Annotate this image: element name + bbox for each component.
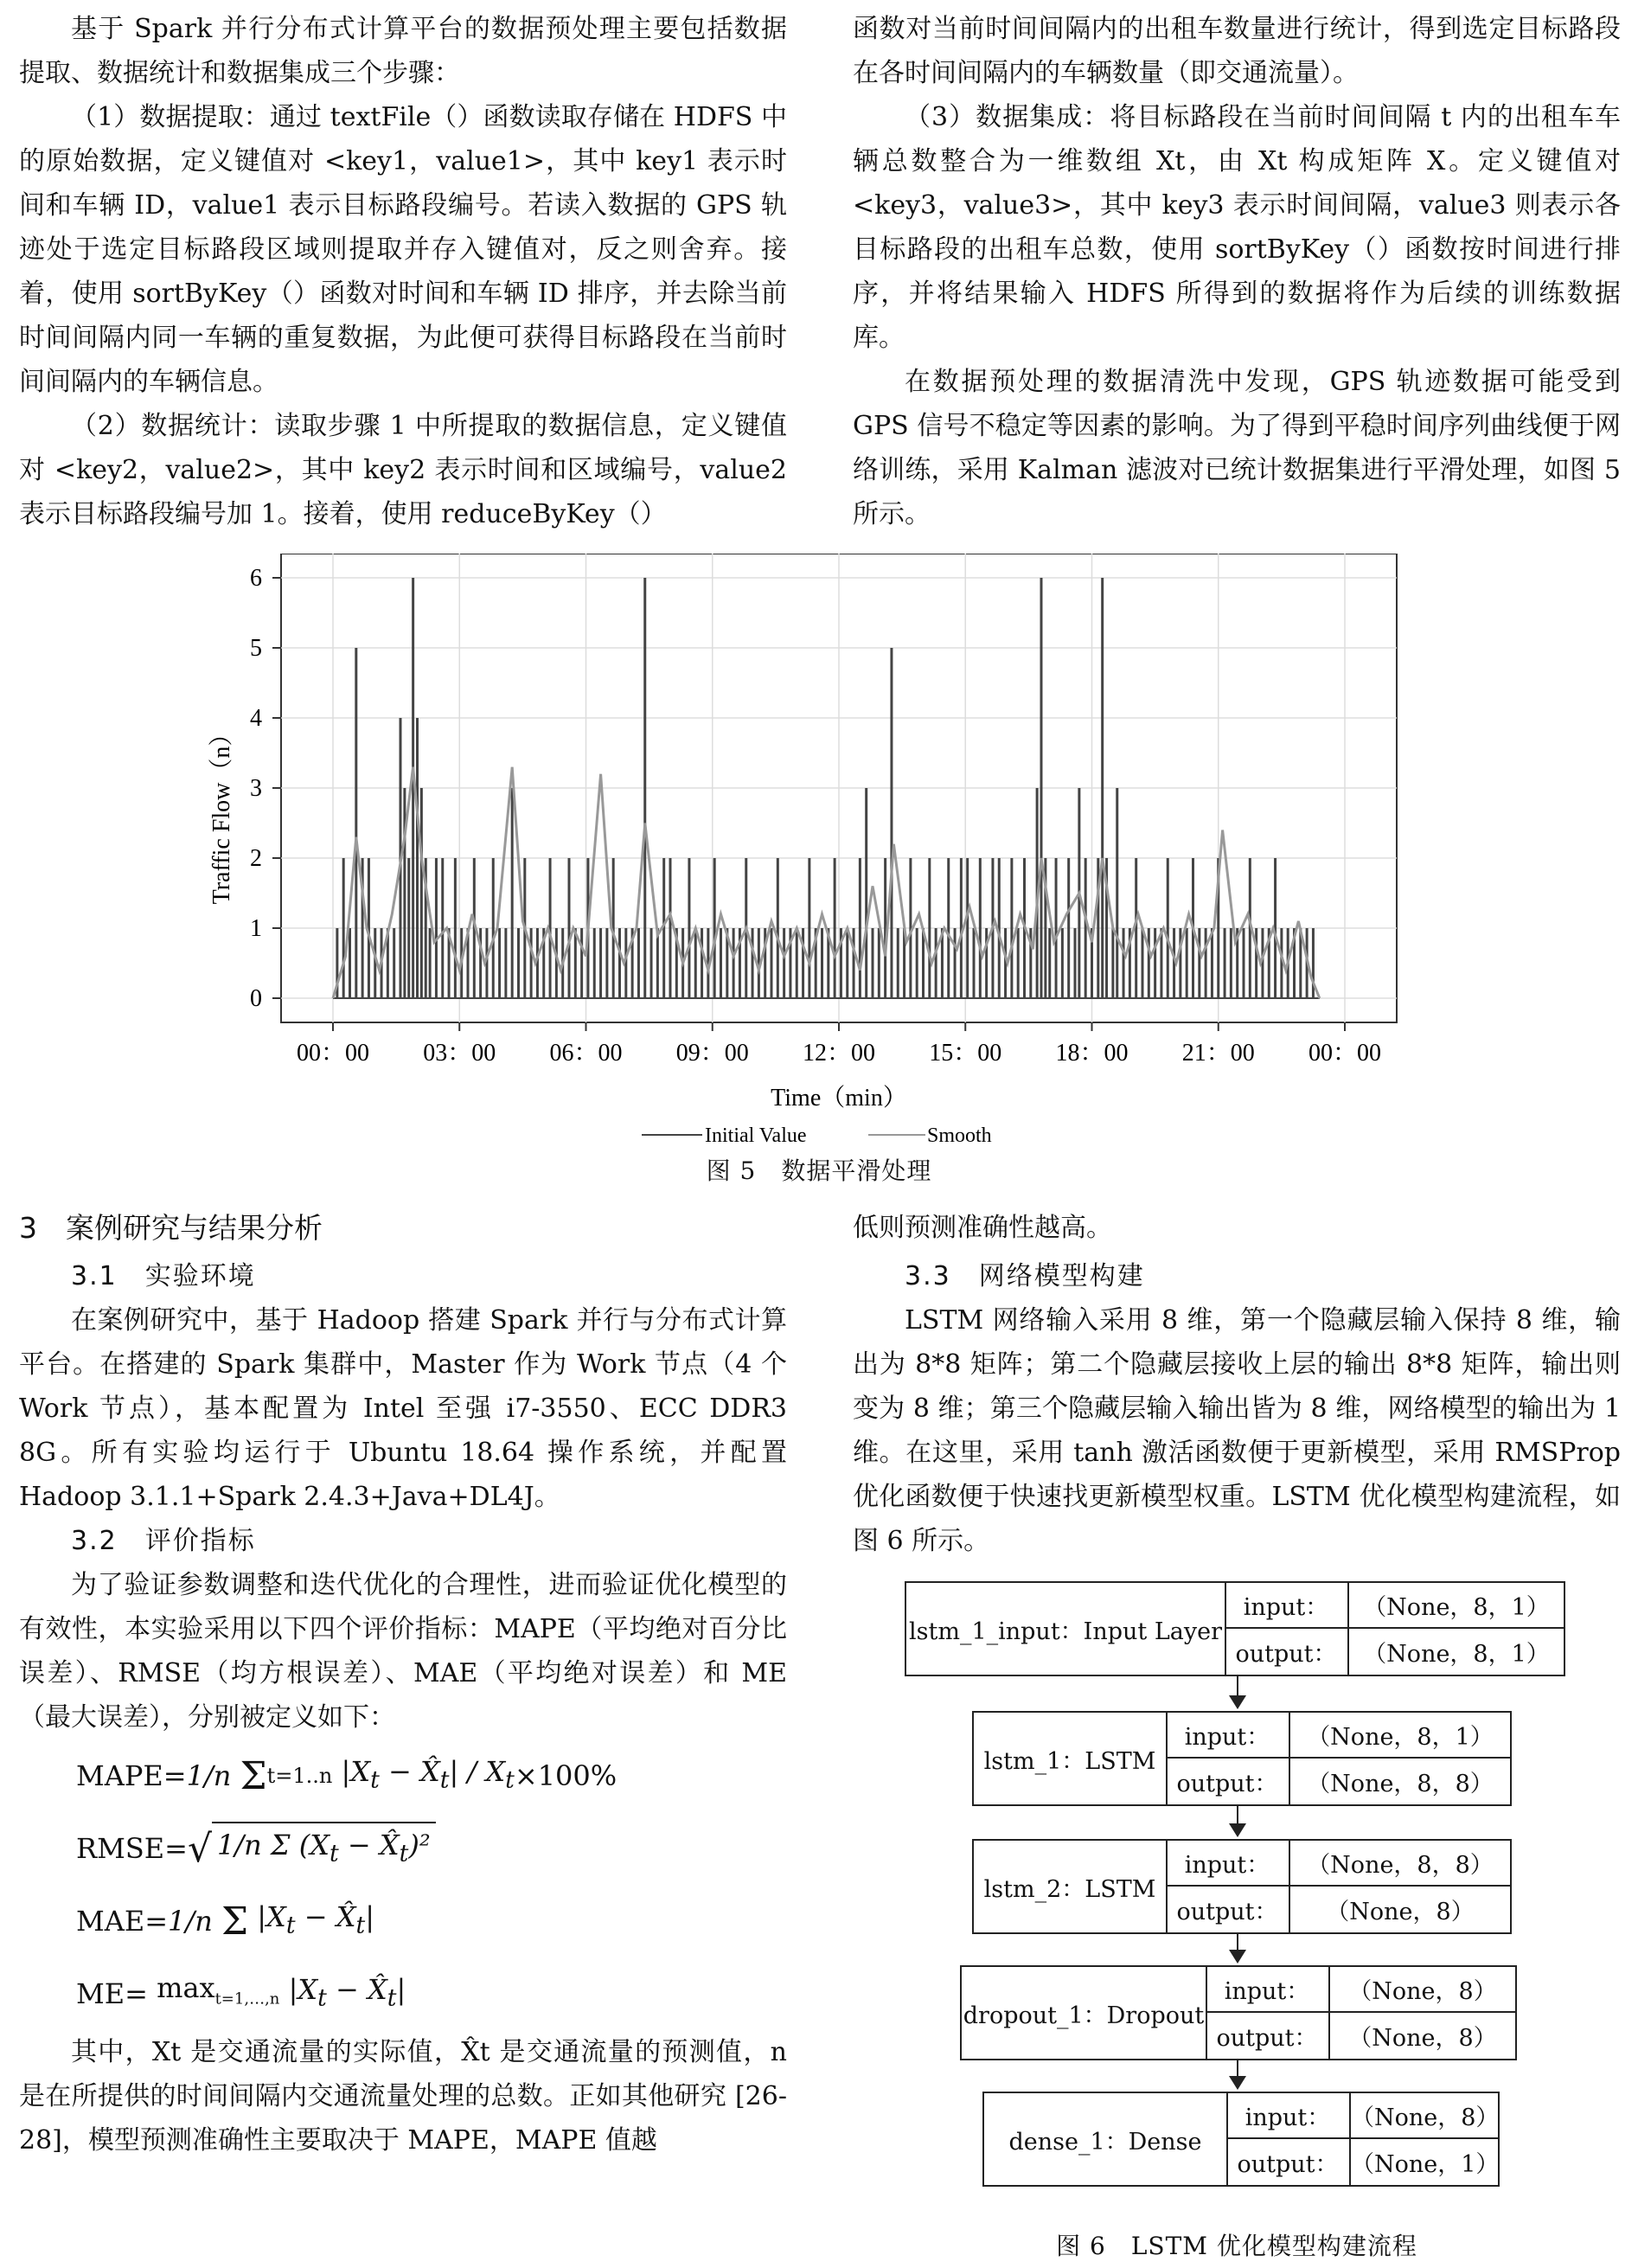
layer-name: dropout_1：Dropout <box>962 1967 1207 2059</box>
para-metrics-cont: 低则预测准确性越高。 <box>853 1213 1112 1243</box>
layer-box <box>905 1581 1565 1676</box>
layer-name: lstm_1：LSTM <box>974 1713 1168 1804</box>
section-3-3-heading: 3.3 网络模型构建 <box>905 1261 1145 1291</box>
layer-shapes <box>1349 1583 1564 1675</box>
para-environment: 在案例研究中，基于 Hadoop 搭建 Spark 并行与分布式计算平台。在搭建的 Spark 集群中，Master 作为 Work 节点（4 个 Work 节点），基本配置为 Intel 至强 i7-3550、ECC DDR3 8G。所有实验均运行于 Ubuntu 18.64 操作系统，并配置 Hadoop 3.1.1+Spark 2.4.3+Java+DL4J。 <box>19 1305 787 1512</box>
x-tick-label: 12：00 <box>802 1040 876 1067</box>
x-tick-label: 18：00 <box>1055 1040 1129 1067</box>
input-label: input： <box>1166 1841 1289 1887</box>
left-bottom-column <box>19 1202 787 2162</box>
input-label: input： <box>1225 1583 1347 1629</box>
y-tick-labels <box>250 565 281 1012</box>
legend-initial-label: Initial Value <box>705 1124 807 1147</box>
para-step3: （3）数据集成：将目标路段在当前时间间隔 t 内的出租车车辆总数整合为一维数组 Xt，由 Xt 构成矩阵 X。定义键值对 <key3，value3>，其中 key3 表示时间间隔，value3 则表示各目标路段的出租车总数，使用 sortByKey（）函数按时间进行排序，并将结果输入 HDFS 所得到的数据将作为后续的训练数据库。 <box>853 102 1621 353</box>
x-tick-label: 21：00 <box>1181 1040 1255 1067</box>
layer-io-labels <box>1226 2093 1351 2185</box>
section-3-1-heading: 3.1 实验环境 <box>71 1261 256 1291</box>
output-label: output： <box>1176 1771 1278 1797</box>
y-tick-label: 3 <box>250 775 262 802</box>
figure-6-caption: 图 6 LSTM 优化模型构建流程 <box>1056 2232 1417 2260</box>
y-tick-label: 5 <box>250 635 262 662</box>
y-tick-label: 2 <box>250 845 262 872</box>
y-tick-label: 6 <box>250 565 262 592</box>
output-label: output： <box>1237 2151 1339 2178</box>
input-shape: （None，8，1） <box>1349 1583 1564 1629</box>
layer-name: dense_1：Dense <box>984 2093 1228 2185</box>
figure-5-traffic-flow-chart <box>0 554 1638 1176</box>
flow-arrow <box>1237 2059 1238 2088</box>
x-tick-label: 03：00 <box>423 1040 496 1067</box>
layer-shapes <box>1330 1967 1515 2059</box>
right-top-column <box>853 7 1621 536</box>
layer-shapes <box>1290 1841 1510 1932</box>
x-tick-label: 06：00 <box>549 1040 623 1067</box>
equation-mae: MAE= 1/n Σ $|X_t$ − $X̂_t|$ <box>76 1899 374 1944</box>
right-bottom-column <box>853 1202 1621 1563</box>
y-tick-label: 0 <box>250 985 262 1012</box>
x-tick-label: 09：00 <box>675 1040 749 1067</box>
para-after-equations: 其中，Xt 是交通流量的实际值，X̂t 是交通流量的预测值，n 是在所提供的时间间隔内交通流量处理的总数。正如其他研究 [26-28]，模型预测准确性主要取决于 MAPE，MAPE 值越 <box>19 2037 787 2156</box>
layer-io-labels <box>1166 1713 1290 1804</box>
equation-me: ME= $\max_{t=1,\dots,n}$ $|X_t$ − $X̂_t|$ <box>76 1971 406 2012</box>
input-shape: （None，8） <box>1351 2093 1498 2139</box>
flow-arrow <box>1237 1932 1238 1962</box>
layer-io-labels <box>1166 1841 1290 1932</box>
equation-mape: MAPE= 1/n Σ t=1..n $|X_t$ − $X̂_t| / X_t$ ×100% <box>76 1753 617 1798</box>
section-3-2-heading: 3.2 评价指标 <box>71 1526 256 1556</box>
layer-box <box>960 1965 1517 2060</box>
output-shape: （None，1） <box>1351 2151 1500 2178</box>
flow-arrow <box>1237 1675 1238 1707</box>
x-tick-label: 00：00 <box>296 1040 370 1067</box>
x-axis-label: Time（min） <box>771 1085 907 1112</box>
equation-rmse: RMSE= √ 1/n Σ ($X_t$ − $X̂_t)^2$ <box>19 1812 787 1885</box>
para-intro: 基于 Spark 并行分布式计算平台的数据预处理主要包括数据提取、数据统计和数据集成三个步骤： <box>19 14 787 88</box>
layer-io-labels <box>1225 1583 1349 1675</box>
output-shape: （None，8） <box>1326 1899 1475 1925</box>
layer-box <box>972 1711 1512 1806</box>
left-top-column <box>19 7 787 536</box>
para-step2-cont: 函数对当前时间间隔内的出租车数量进行统计，得到选定目标路段在各时间间隔内的车辆数量（即交通流量）。 <box>853 14 1621 88</box>
layer-name: lstm_1_input：Input Layer <box>906 1583 1226 1675</box>
x-tick-label: 15：00 <box>929 1040 1002 1067</box>
layer-io-labels <box>1206 1967 1330 2059</box>
output-label: output： <box>1176 1899 1278 1925</box>
output-shape: （None，8） <box>1348 2025 1497 2052</box>
layer-name: lstm_2：LSTM <box>974 1841 1168 1932</box>
layer-shapes <box>1351 2093 1498 2185</box>
input-label: input： <box>1206 1967 1328 2013</box>
section-3-heading: 3 案例研究与结果分析 <box>19 1211 323 1245</box>
y-tick-label: 4 <box>250 705 262 732</box>
output-shape: （None，8，8） <box>1307 1771 1494 1797</box>
y-tick-label: 1 <box>250 915 262 942</box>
layer-box <box>972 1839 1512 1934</box>
para-step1: （1）数据提取：通过 textFile（）函数读取存储在 HDFS 中的原始数据，定义键值对 <key1，value1>，其中 key1 表示时间和车辆 ID，value1 表示目标路段编号。若读入数据的 GPS 轨迹处于选定目标路段区域则提取并存入键值对，反之则舍弃。接着，使用 sortByKey（）函数对时间和车辆 ID 排序，并去除当前时间间隔内同一车辆的重复数据，为此便可获得目标路段在当前时间间隔内的车辆信息。 <box>19 102 787 397</box>
input-shape: （None，8，1） <box>1290 1713 1510 1759</box>
y-axis-label: Traffic Flow（n） <box>208 721 235 905</box>
para-metrics: 为了验证参数调整和迭代优化的合理性，进而验证优化模型的有效性，本实验采用以下四个评价指标：MAPE（平均绝对百分比误差）、RMSE（均方根误差）、MAE（平均绝对误差）和 ME（最大误差），分别被定义如下： <box>19 1570 787 1733</box>
input-label: input： <box>1166 1713 1289 1759</box>
output-label: output： <box>1235 1641 1337 1668</box>
x-tick-label: 00：00 <box>1308 1040 1382 1067</box>
flow-arrow <box>1237 1804 1238 1836</box>
input-shape: （None，8，8） <box>1290 1841 1510 1887</box>
figure-5-caption: 图 5 数据平滑处理 <box>706 1156 932 1185</box>
para-kalman: 在数据预处理的数据清洗中发现，GPS 轨迹数据可能受到 GPS 信号不稳定等因素的影响。为了得到平稳时间序列曲线便于网络训练，采用 Kalman 滤波对已统计数据集进行平滑处理，如图 5 所示。 <box>853 367 1621 529</box>
x-tick-labels <box>297 1022 1381 1067</box>
layer-box <box>982 2092 1500 2187</box>
layer-shapes <box>1290 1713 1510 1804</box>
output-label: output： <box>1216 2025 1318 2052</box>
input-label: input： <box>1226 2093 1349 2139</box>
input-shape: （None，8） <box>1330 1967 1515 2013</box>
para-network-model: LSTM 网络输入采用 8 维，第一个隐藏层输入保持 8 维，输出为 8*8 矩阵；第二个隐藏层接收上层的输出 8*8 矩阵，输出则变为 8 维；第三个隐藏层输入输出皆为 8 维，网络模型的输出为 1 维。在这里，采用 tanh 激活函数便于更新模型，采用 RMSProp 优化函数便于快速找更新模型权重。LSTM 优化模型构建流程，如图 6 所示。 <box>853 1305 1621 1556</box>
output-shape: （None，8，1） <box>1363 1641 1550 1668</box>
para-step2: （2）数据统计：读取步骤 1 中所提取的数据信息，定义键值对 <key2，value2>，其中 key2 表示时间和区域编号，value2 表示目标路段编号加 1。接着，使用 reduceByKey（） <box>19 411 787 529</box>
legend-smooth-label: Smooth <box>927 1124 992 1147</box>
